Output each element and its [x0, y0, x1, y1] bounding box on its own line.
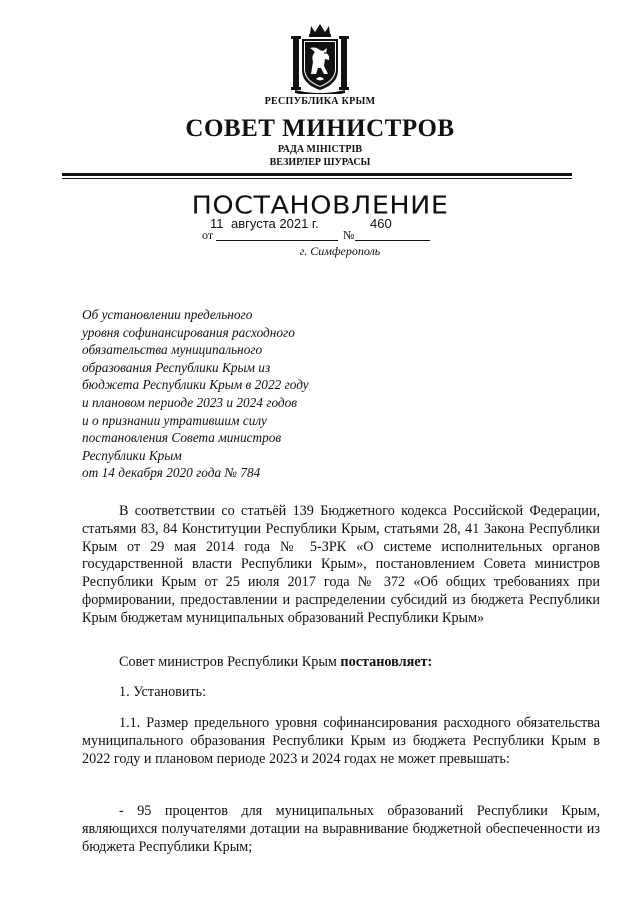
- subject-line: уровня софинансирования расходного: [82, 324, 295, 340]
- decree-day: 11: [210, 216, 224, 231]
- number-label: №: [343, 228, 355, 242]
- clause-1-text: 1. Установить:: [119, 684, 207, 700]
- resolution-subject: Совет министров Республики Крым: [119, 654, 341, 670]
- resolution-text: [82, 654, 600, 672]
- subject-line: постановления Совета министров: [82, 430, 282, 446]
- council-title-ukrainian: РАДА МІНІСТРІВ: [277, 144, 363, 155]
- decree-subject: [82, 306, 372, 482]
- republic-label: РЕСПУБЛИКА КРЫМ: [264, 96, 376, 107]
- header-divider-thin: [62, 178, 572, 179]
- subject-line: и плановом периоде 2023 и 2024 годов: [82, 394, 298, 410]
- subject-line: обязательства муниципального: [82, 342, 263, 358]
- subject-line: от 14 декабря 2020 года № 784: [82, 465, 261, 481]
- subject-line: Об установлении предельного: [82, 307, 253, 322]
- preamble-paragraph: [82, 503, 600, 628]
- clause-1: [82, 684, 600, 702]
- decree-month-year: августа 2021 г.: [231, 216, 319, 231]
- resolution-verb: постановляет:: [340, 654, 433, 670]
- header-divider-thick: [62, 173, 572, 176]
- city-label: г. Симферополь: [299, 244, 381, 258]
- subject-line: и о признании утратившим силу: [82, 412, 267, 428]
- resolution-paragraph: [82, 654, 600, 672]
- decree-title: ПОСТАНОВЛЕНИЕ: [191, 191, 449, 220]
- council-title-crimean-tatar: ВЕЗИРЛЕР ШУРАСЫ: [269, 157, 371, 168]
- crimea-coat-of-arms-icon: [289, 22, 351, 94]
- clause-1-1-text: 1.1. Размер предельного уровня софинансирования расходного обязательства муниципального образования Республики Крым из бюджета Республики Крым в 2022 году и плановом периоде 2023 и 2024 годах не может превышать:: [82, 715, 600, 767]
- from-label: от: [202, 228, 214, 242]
- clause-1-1: [82, 715, 600, 768]
- subject-line: образования Республики Крым из: [82, 359, 271, 375]
- preamble-text: В соответствии со статьёй 139 Бюджетного кодекса Российской Федерации, статьями 83, 84 Конституции Республики Крым, статьями 28, 41 Закона Республики Крым от 29 мая 2014 года № 5-ЗРК «О системе исполнительных органов государственной власти Республики Крым», постановлением Совета министров Республики Крым от 25 июля 2017 года № 372 «Об общих требованиях при формировании, предоставлении и распределении субсидий из бюджета Республики Крым бюджетам муниципальных образований Республики Крым»: [82, 503, 600, 626]
- subject-line: бюджета Республики Крым в 2022 году: [82, 377, 309, 393]
- clause-1-1-item-text: - 95 процентов для муниципальных образований Республики Крым, являющихся получателями дотации на выравнивание бюджетной обеспеченности из бюджета Республики Крым;: [82, 803, 600, 855]
- council-title: СОВЕТ МИНИСТРОВ: [185, 115, 455, 142]
- clause-1-1-item: [82, 803, 600, 856]
- number-underline: [355, 240, 430, 241]
- subject-line: Республики Крым: [82, 447, 182, 463]
- date-underline: [216, 240, 338, 241]
- decree-number: 460: [370, 216, 392, 231]
